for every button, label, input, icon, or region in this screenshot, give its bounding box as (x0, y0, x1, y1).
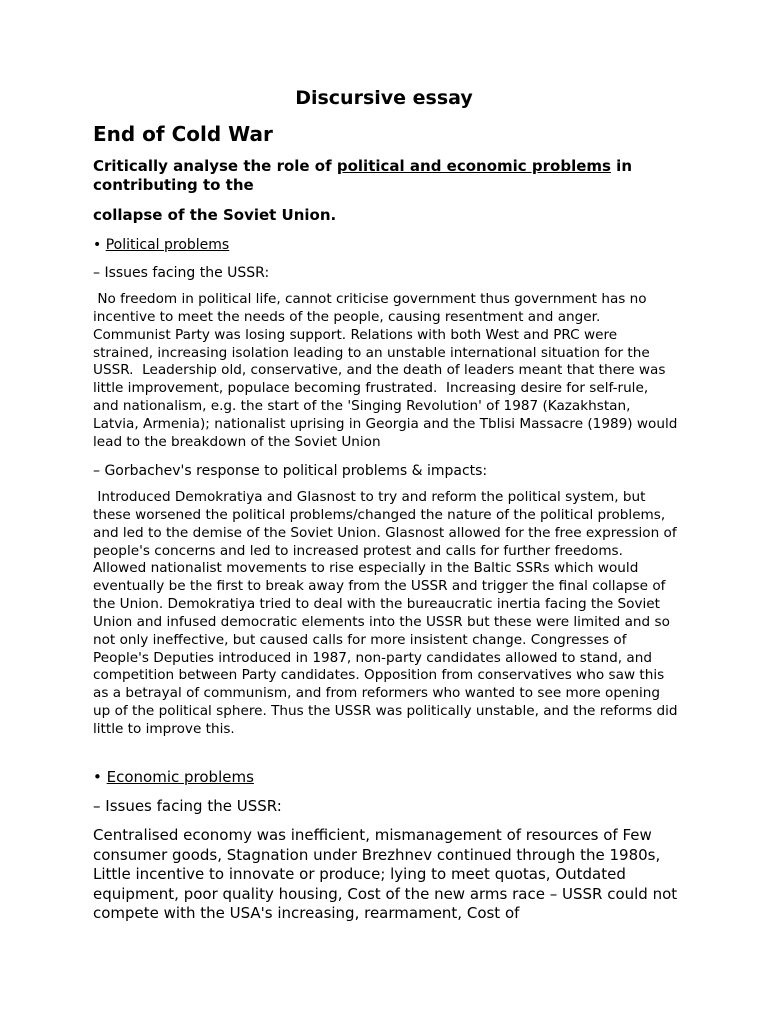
political-problems-heading: Political problems (105, 237, 230, 253)
political-issues-paragraph: No freedom in political life, cannot criticise government thus government has no incentive to meet the needs of the people, causing resentment and anger. Communist Party was losing support. Relations with both West and PRC were strained, increasing isolation leading to an unstable international situation for the USSR. Leadership old, conservative, and the death of leaders meant that there was little improvement, populace becoming frustrated. Increasing desire for self-rule, and nationalism, e.g. the start of the 'Singing Revolution' of 1987 (Kazakhstan, Latvia, Armenia); nationalist uprising in Georgia and the Tblisi Massacre (1989) would lead to the breakdown of the Soviet Union (93, 291, 682, 450)
question-prefix: Critically analyse the role of (93, 157, 337, 175)
essay-question (93, 157, 678, 195)
bullet-glyph: • (93, 768, 102, 786)
question-suffix: in contributing to the (93, 157, 632, 194)
gorbachev-response-paragraph: Introduced Demokratiya and Glasnost to try and reform the political system, but these worsened the political problems/changed the nature of the political problems, and led to the demise of the Soviet Union. Glasnost allowed for the free expression of people's concerns and led to increased protest and calls for further freedoms. Allowed nationalist movements to rise especially in the Baltic SSRs which would eventually be the first to break away from the USSR and trigger the final collapse of the Union. Demokratiya tried to deal with the bureaucratic inertia facing the Soviet Union and infused democratic elements into the USSR but these were limited and so not only ineffective, but caused calls for more insistent change. Congresses of People's Deputies introduced in 1987, non-party candidates allowed to stand, and competition between Party candidates. Opposition from conservatives who saw this as a betrayal of communism, and from reformers who wanted to see more opening up of the political sphere. Thus the USSR was politically unstable, and the reforms did little to improve this. (93, 489, 682, 737)
economic-problems-bullet (93, 768, 254, 787)
economic-problems-heading: Economic problems (106, 768, 254, 786)
bullet-glyph: • (93, 237, 102, 253)
economic-issues-paragraph: Centralised economy was inefficient, mismanagement of resources of Few consumer goods, Stagnation under Brezhnev continued through the 1980s, Little incentive to innovate or produce; lying to meet quotas, Outdated equipment, poor quality housing, Cost of the new arms race – USSR could not compete with the USA's increasing, rearmament, Cost of (93, 826, 682, 923)
essay-heading: End of Cold War (93, 122, 273, 146)
gorbachev-response-label: – Gorbachev's response to political problems & impacts: (93, 463, 488, 479)
political-problems-bullet (93, 236, 229, 254)
political-issues-label: – Issues facing the USSR: (93, 265, 270, 281)
economic-issues-label: – Issues facing the USSR: (93, 797, 282, 815)
essay-question-continuation: collapse of the Soviet Union. (93, 206, 337, 224)
document-title: Discursive essay (295, 87, 473, 109)
question-underlined-topic: political and economic problems (336, 157, 611, 175)
